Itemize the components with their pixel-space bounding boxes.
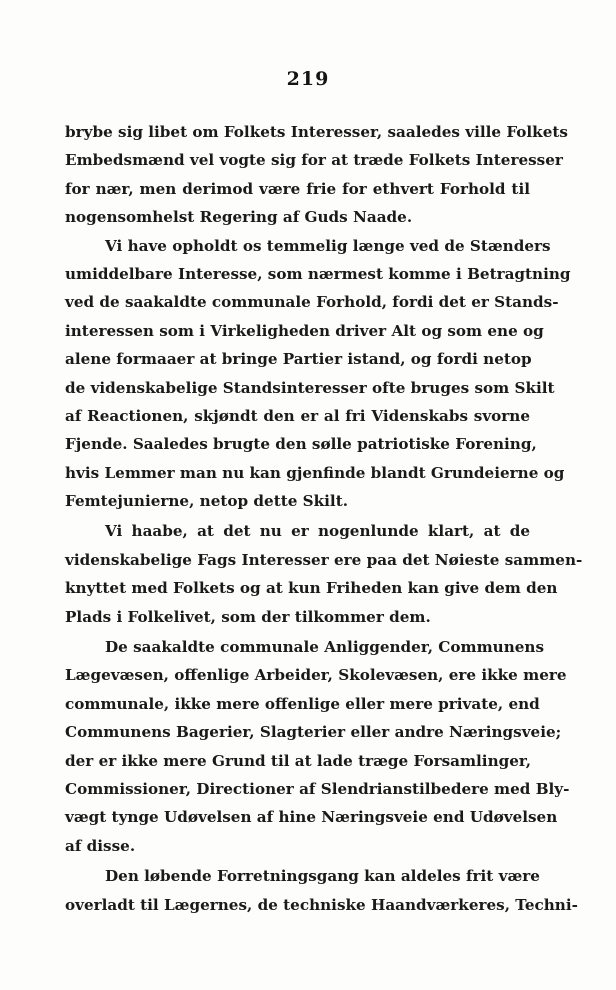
text-line: Communens Bagerier, Slagterier eller andre Næringsveie; xyxy=(65,723,562,742)
page-number: 219 xyxy=(286,68,330,90)
text-line: knyttet med Folkets og at kun Friheden kan give dem den xyxy=(65,579,558,598)
text-line: Vi have opholdt os temmelig længe ved de Stænders xyxy=(105,236,551,255)
body-text xyxy=(65,118,583,919)
text-line: for nær, men derimod være frie for ethvert Forhold til xyxy=(65,179,530,198)
paragraph-5 xyxy=(65,862,578,919)
paragraph-1 xyxy=(65,118,568,232)
text-line: Commissioner, Directioner af Slendrianstilbedere med Bly- xyxy=(65,779,570,798)
text-line: Embedsmænd vel vogte sig for at træde Folkets Interesser xyxy=(65,151,563,170)
text-line: der er ikke mere Grund til at lade træge Forsamlinger, xyxy=(65,751,532,770)
text-line: ved de saakaldte communale Forhold, fordi det er Stands- xyxy=(65,293,559,312)
text-line: interessen som i Virkeligheden driver Alt og som ene og xyxy=(65,321,544,340)
text-line: Femtejunierne, netop dette Skilt. xyxy=(65,492,349,511)
text-line: communale, ikke mere offenlige eller mere private, end xyxy=(65,694,540,713)
text-line: De saakaldte communale Anliggender, Communens xyxy=(105,638,544,657)
text-line: Fjende. Saaledes brugte den søllе patriotiske Forening, xyxy=(65,435,537,454)
text-line: brybe sig libet om Folkets Interesser, saaledes ville Folkets xyxy=(65,123,568,141)
text-line: hvis Lemmer man nu kan gjenfinde blandt Grundeierne og xyxy=(65,463,565,482)
text-line: Lægevæsen, offenlige Arbeider, Skolevæsen, ere ikke mere xyxy=(65,666,567,685)
text-line: overladt til Lægernes, de techniske Haandværkeres, Techni- xyxy=(65,895,578,914)
text-line: Plads i Folkelivet, som der tilkommer dem. xyxy=(65,607,431,626)
text-line: Den løbende Forretningsgang kan aldeles frit være xyxy=(105,867,540,886)
text-line: umiddelbare Interesse, som nærmest komme i Betragtning xyxy=(65,264,571,283)
text-line: nogensomhelst Regering af Guds Naade. xyxy=(65,208,413,227)
text-line: af Reactionen, skjøndt den er al fri Videnskabs svorne xyxy=(65,406,530,425)
text-line: Vi haabe, at det nu er nogenlunde klart, at de xyxy=(105,522,530,541)
text-line: vægt tynge Udøvelsen af hine Næringsveie end Udøvelsen xyxy=(65,808,558,827)
text-line: alene formaaer at bringe Partier istand, og fordi netop xyxy=(65,350,532,369)
text-line: af disse. xyxy=(65,836,136,855)
text-line: videnskabelige Fags Interesser ere paa det Nøieste sammen- xyxy=(65,550,583,569)
paragraph-3 xyxy=(65,517,583,631)
paragraph-2 xyxy=(65,232,571,516)
paragraph-4 xyxy=(65,633,570,860)
text-line: de videnskabelige Standsinteresser ofte bruges som Skilt xyxy=(65,378,555,397)
